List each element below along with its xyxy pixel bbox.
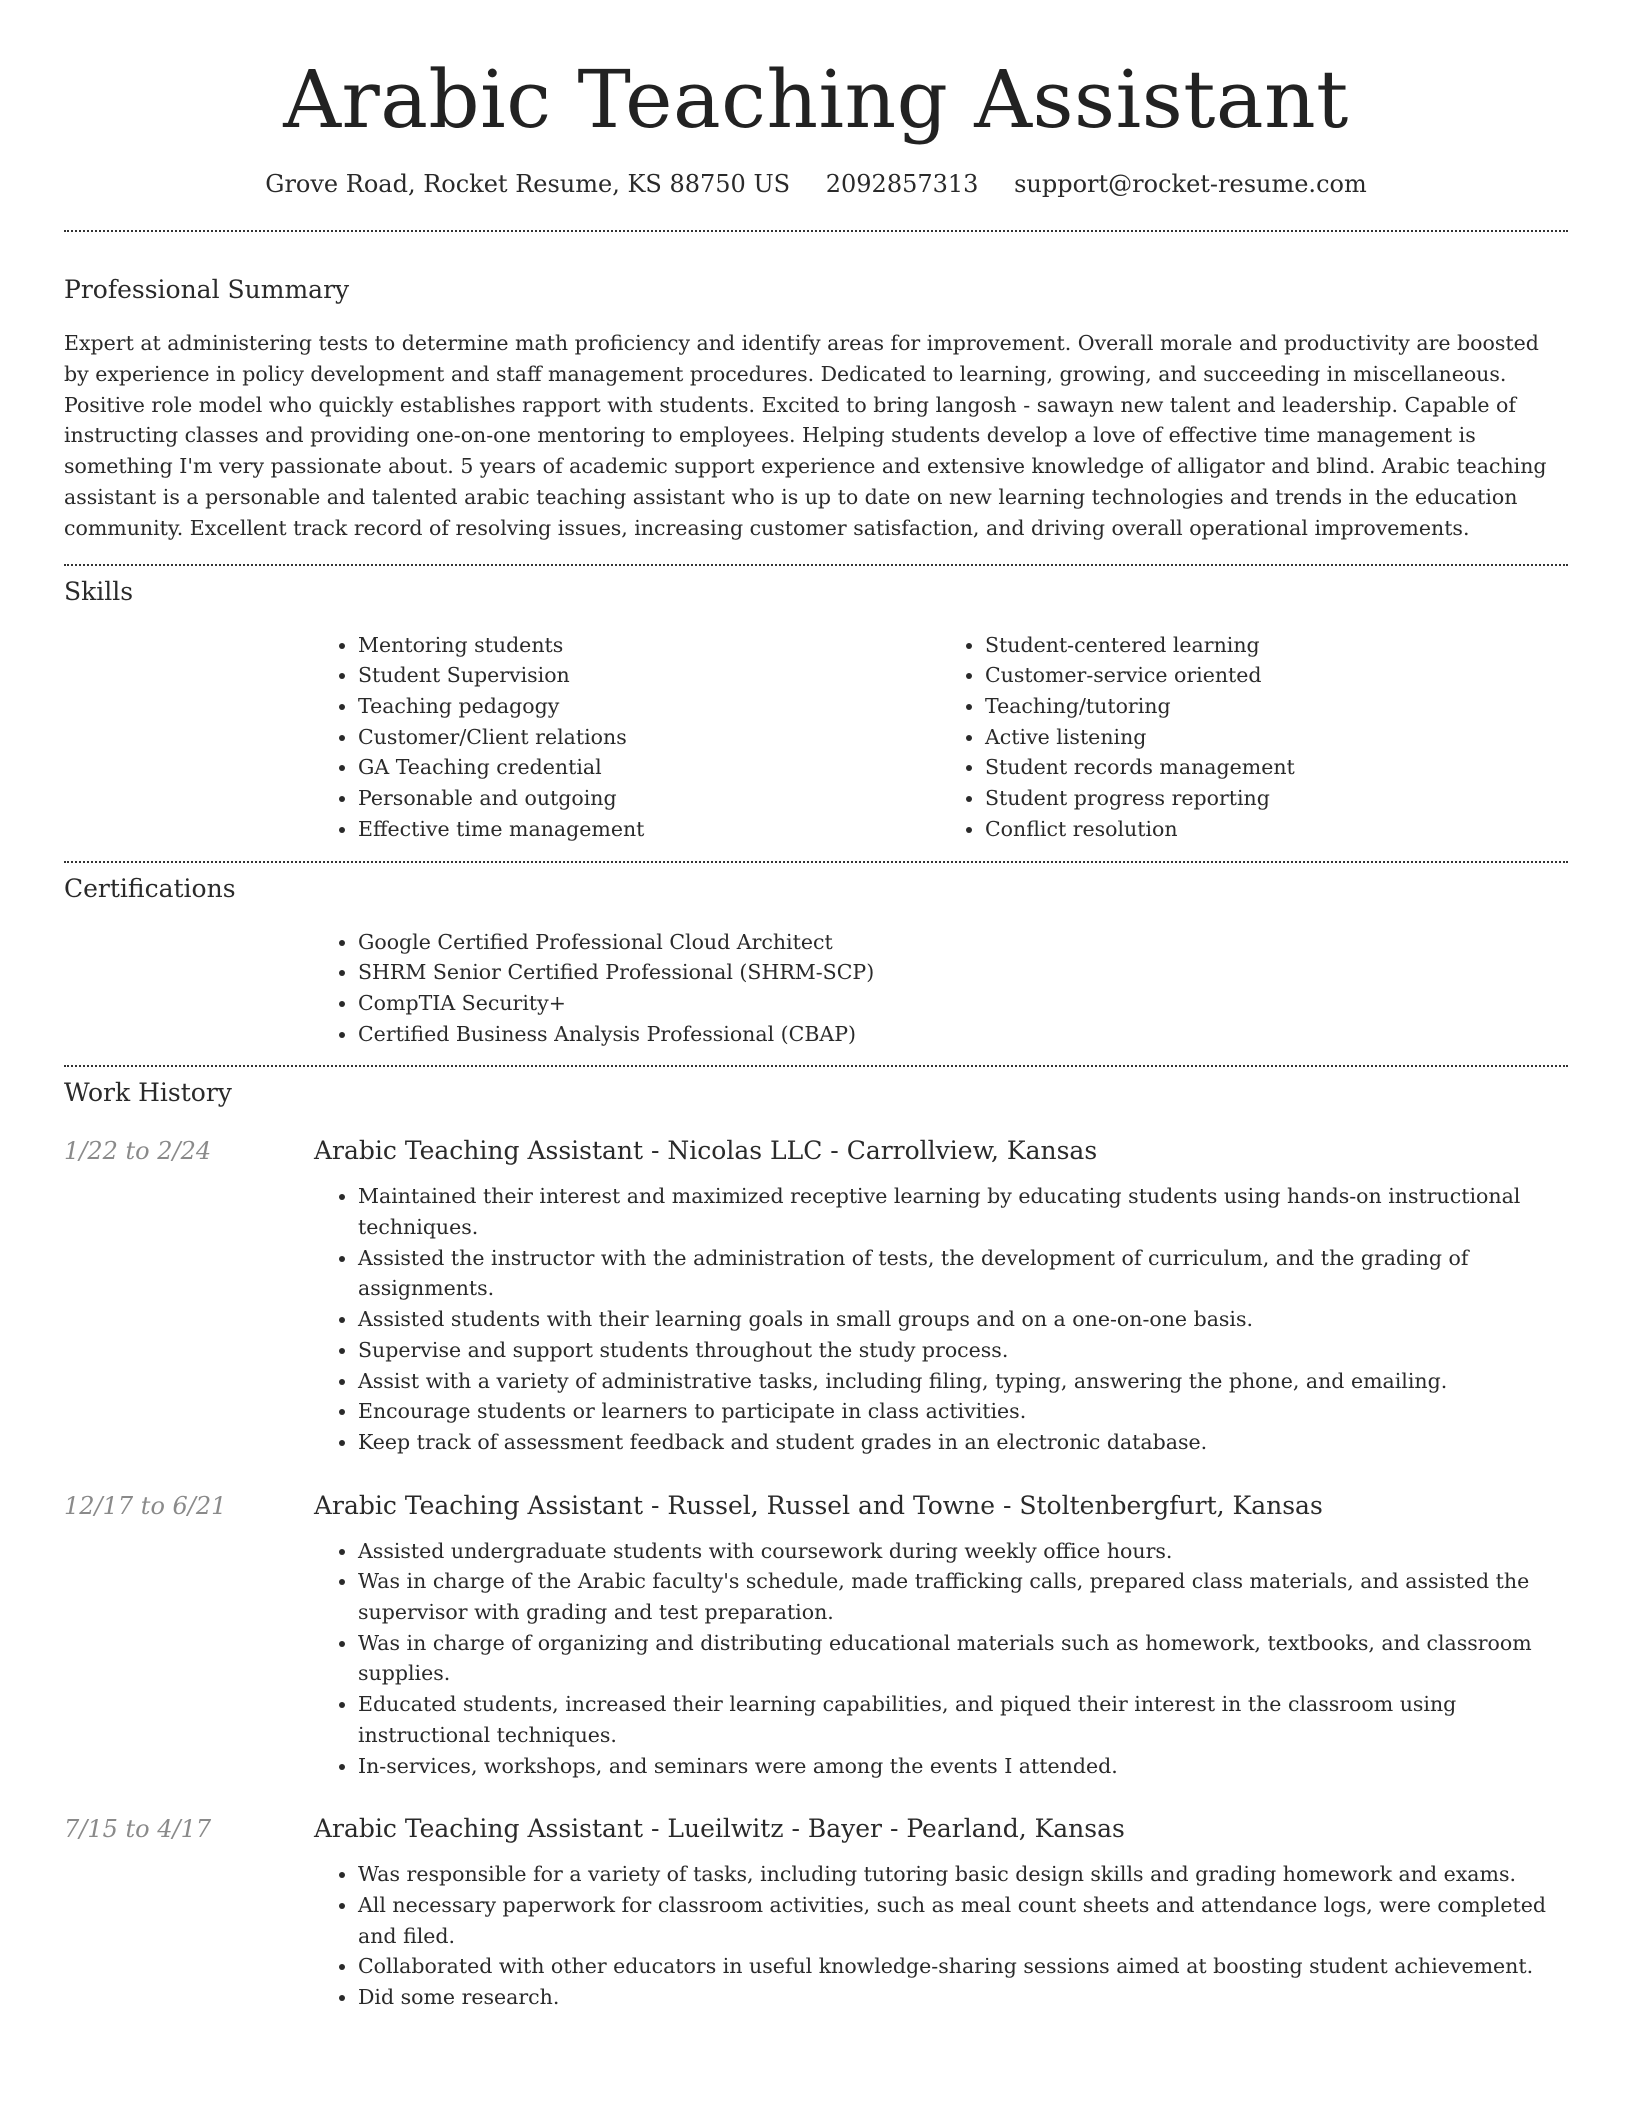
contact-email: support@rocket-resume.com — [1014, 170, 1367, 198]
summary-text: Expert at administering tests to determine math proficiency and identify areas for improvement. Overall morale and productivity are boosted by experience in policy development and staff management procedures. Dedicated to learning, growing, and succeeding in miscellaneous. Positive role model who quickly establishes rapport with students. Excited to bring langosh - sawayn new talent and leadership. Capable of instructing classes and providing one-on-one mentoring to employees. Helping students develop a love of effective time management is something I'm very passionate about. 5 years of academic support experience and extensive knowledge of alligator and blind. Arabic teaching assistant is a personable and talented arabic teaching assistant who is up to date on new learning technologies and trends in the education community. Excellent track record of resolving issues, increasing customer satisfaction, and driving overall operational improvements. — [64, 331, 1547, 540]
skills-list-left — [314, 630, 941, 845]
job-bullet: • Encourage students or learners to participate in class activities. — [358, 1396, 1568, 1427]
skill-item: • Active listening — [985, 722, 1568, 753]
skill-item: • Teaching pedagogy — [358, 691, 941, 722]
work-history-heading: Work History — [64, 1078, 232, 1108]
job-bullet: • Assist with a variety of administrative tasks, including filing, typing, answering the phone, and emailing. — [358, 1366, 1568, 1397]
job-dates: 7/15 to 4/17 — [64, 1815, 212, 1844]
job-bullets — [314, 1181, 1568, 1457]
job-bullets — [314, 1536, 1568, 1782]
skill-item: • Conflict resolution — [985, 814, 1568, 845]
job-title: Arabic Teaching Assistant - Lueilwitz - Bayer - Pearland, Kansas — [314, 1814, 1125, 1844]
work-history-section — [0, 1067, 1632, 2012]
job-entry — [64, 1135, 1568, 1457]
skills-list-right — [941, 630, 1568, 845]
certifications-section — [0, 863, 1632, 1050]
skills-heading: Skills — [64, 576, 134, 606]
skill-item: • Teaching/tutoring — [985, 691, 1568, 722]
skill-item: • Effective time management — [358, 814, 941, 845]
certifications-heading: Certifications — [64, 873, 236, 903]
certifications-list — [314, 927, 1568, 1050]
certification-item: • Google Certified Professional Cloud Architect — [358, 927, 1568, 958]
certification-item: • Certified Business Analysis Professional (CBAP) — [358, 1019, 1568, 1050]
certification-item: • SHRM Senior Certified Professional (SHRM-SCP) — [358, 957, 1568, 988]
skill-item: • Student Supervision — [358, 660, 941, 691]
job-bullet: • Supervise and support students throughout the study process. — [358, 1335, 1568, 1366]
resume-header — [0, 0, 1632, 200]
job-bullet: • Assisted the instructor with the administration of tests, the development of curriculum, and the grading of assignments. — [358, 1243, 1568, 1304]
skill-item: • Customer-service oriented — [985, 660, 1568, 691]
skill-item: • Mentoring students — [358, 630, 941, 661]
job-bullet: • Maintained their interest and maximized receptive learning by educating students using hands-on instructional techniques. — [358, 1181, 1568, 1242]
skill-item: • Student records management — [985, 752, 1568, 783]
job-entry — [64, 1813, 1568, 2013]
job-bullet: • Was in charge of organizing and distributing educational materials such as homework, textbooks, and classroom supplies. — [358, 1628, 1568, 1689]
job-bullet: • Was responsible for a variety of tasks, including tutoring basic design skills and grading homework and exams. — [358, 1859, 1568, 1890]
job-bullet: • Keep track of assessment feedback and student grades in an electronic database. — [358, 1427, 1568, 1458]
job-title: Arabic Teaching Assistant - Nicolas LLC - Carrollview, Kansas — [314, 1136, 1098, 1166]
job-header — [64, 1490, 1568, 1522]
job-bullet: • Educated students, increased their learning capabilities, and piqued their interest in the classroom using instructional techniques. — [358, 1689, 1568, 1750]
job-bullet: • Was in charge of the Arabic faculty's schedule, made trafficking calls, prepared class materials, and assisted the supervisor with grading and test preparation. — [358, 1566, 1568, 1627]
candidate-name: Arabic Teaching Assistant — [283, 53, 1349, 146]
job-bullets — [314, 1859, 1568, 2013]
job-entry — [64, 1490, 1568, 1782]
skill-item: • Student-centered learning — [985, 630, 1568, 661]
skills-grid — [314, 630, 1568, 845]
summary-heading: Professional Summary — [64, 275, 350, 304]
skill-item: • Personable and outgoing — [358, 783, 941, 814]
job-bullet: • In-services, workshops, and seminars were among the events I attended. — [358, 1751, 1568, 1782]
job-bullet: • All necessary paperwork for classroom activities, such as meal count sheets and attendance logs, were completed and filed. — [358, 1890, 1568, 1951]
job-bullet: • Assisted undergraduate students with coursework during weekly office hours. — [358, 1536, 1568, 1567]
job-bullet: • Collaborated with other educators in useful knowledge-sharing sessions aimed at boosting student achievement. — [358, 1951, 1568, 1982]
job-bullet: • Did some research. — [358, 1982, 1568, 2013]
job-title: Arabic Teaching Assistant - Russel, Russel and Towne - Stoltenbergfurt, Kansas — [314, 1490, 1323, 1520]
job-bullet: • Assisted students with their learning goals in small groups and on a one-on-one basis. — [358, 1304, 1568, 1335]
skills-section — [0, 566, 1632, 845]
job-header — [64, 1813, 1568, 1845]
skill-item: • GA Teaching credential — [358, 752, 941, 783]
job-header — [64, 1135, 1568, 1167]
skill-item: • Customer/Client relations — [358, 722, 941, 753]
job-dates: 1/22 to 2/24 — [64, 1137, 212, 1166]
skill-item: • Student progress reporting — [985, 783, 1568, 814]
summary-section — [0, 232, 1632, 544]
contact-address: Grove Road, Rocket Resume, KS 88750 US — [265, 170, 791, 198]
job-dates: 12/17 to 6/21 — [64, 1491, 227, 1520]
contact-phone: 2092857313 — [825, 170, 979, 198]
contact-line — [0, 168, 1632, 200]
certification-item: • CompTIA Security+ — [358, 988, 1568, 1019]
